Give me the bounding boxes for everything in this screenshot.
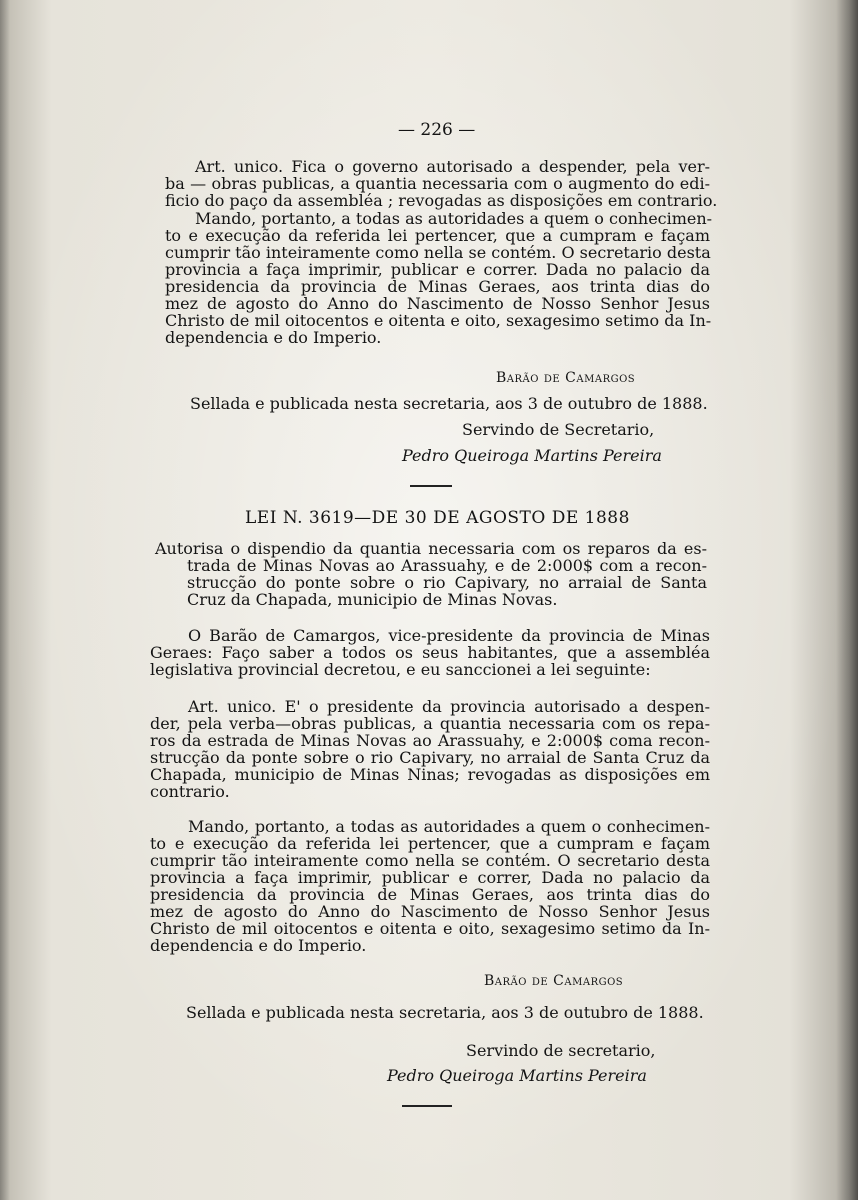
- law2-intro-line: legislativa provincial decretou, e eu sanccionei a lei seguinte:: [150, 660, 651, 679]
- law1-servindo: Servindo de Secretario,: [462, 420, 655, 439]
- law2-article-line: Chapada, municipio de Minas Ninas; revogadas as disposições em: [150, 765, 710, 784]
- law1-mando-paragraph: [165, 209, 713, 347]
- law1-mando-line: mez de agosto do Anno do Nascimento de Nosso Senhor Jesus: [165, 294, 710, 313]
- law1-mando-line: Mando, portanto, a todas as autoridades a quem o conhecimen-: [195, 209, 713, 228]
- law2-intro-line: Geraes: Faço saber a todos os seus habitantes, que a assembléa: [150, 643, 710, 662]
- law2-mando-line: Mando, portanto, a todas as autoridades a quem o conhecimen-: [188, 817, 710, 836]
- law1-article-line: ficio do paço da assembléa ; revogadas as disposições em contrario.: [165, 191, 718, 210]
- law2-mando-line: Christo de mil oitocentos e oitenta e oito, sexagesimo setimo da In-: [150, 919, 710, 938]
- law2-article-line: contrario.: [150, 782, 230, 801]
- law1-article: [165, 157, 718, 210]
- law1-mando-line: presidencia da provincia de Minas Geraes, aos trinta dias do: [165, 277, 710, 296]
- law2-mando-line: dependencia e do Imperio.: [150, 936, 367, 955]
- law2-summary: [155, 540, 707, 608]
- law1-mando-line: to e execução da referida lei pertencer, que a cumpram e façam: [165, 226, 710, 245]
- law2-mando-paragraph: [150, 818, 710, 954]
- law2-mando-line: mez de agosto do Anno do Nascimento de Nosso Senhor Jesus: [150, 902, 710, 921]
- law2-article: [150, 698, 710, 800]
- law1-signatory-name: Pedro Queiroga Martins Pereira: [402, 446, 662, 465]
- law2-summary-line: Autorisa o dispendio da quantia necessaria com os reparos da es-: [155, 539, 707, 558]
- law2-sellada: Sellada e publicada nesta secretaria, aos 3 de outubro de 1888.: [186, 1003, 704, 1022]
- law1-article-line: ba — obras publicas, a quantia necessaria com o augmento do edi-: [165, 174, 710, 193]
- law2-summary-line: trada de Minas Novas ao Arassuahy, e de 2:000$ com a recon-: [187, 556, 707, 575]
- law1-mando-line: dependencia e do Imperio.: [165, 328, 382, 347]
- law2-article-line: der, pela verba—obras publicas, a quantia necessaria com os repa-: [150, 714, 710, 733]
- law2-mando-line: presidencia da provincia de Minas Geraes, aos trinta dias do: [150, 885, 710, 904]
- law1-mando-line: Christo de mil oitocentos e oitenta e oito, sexagesimo setimo da In-: [165, 311, 712, 330]
- law2-article-line: strucção da ponte sobre o rio Capivary, no arraial de Santa Cruz da: [150, 748, 710, 767]
- law2-servindo: Servindo de secretario,: [466, 1041, 656, 1060]
- law2-article-line: ros da estrada de Minas Novas ao Arassuahy, e 2:000$ coma recon-: [150, 731, 710, 750]
- law2-article-line: Art. unico. E' o presidente da provincia autorisado a despen-: [188, 697, 710, 716]
- law1-mando-line: provincia a faça imprimir, publicar e correr. Dada no palacio da: [165, 260, 710, 279]
- law1-signature: Barão de Camargos: [496, 370, 636, 386]
- law2-summary-line: Cruz da Chapada, municipio de Minas Novas.: [187, 590, 558, 609]
- law2-mando-line: to e execução da referida lei pertencer, que a cumpram e façam: [150, 834, 710, 853]
- section-divider: [410, 485, 452, 487]
- law2-summary-line: strucção do ponte sobre o rio Capivary, no arraial de Santa: [187, 573, 707, 592]
- law2-mando-line: provincia a faça imprimir, publicar e correr, Dada no palacio da: [150, 868, 710, 887]
- law2-intro: [150, 627, 710, 678]
- page-shadow-left: [0, 0, 10, 1200]
- law2-signature: Barão de Camargos: [484, 973, 624, 989]
- bottom-divider: [402, 1105, 452, 1107]
- page-number: — 226 —: [398, 120, 476, 140]
- law2-title: LEI N. 3619—DE 30 DE AGOSTO DE 1888: [245, 508, 630, 528]
- law1-mando-line: cumprir tão inteiramente como nella se contém. O secretario desta: [165, 243, 711, 262]
- page-shadow-right: [836, 0, 858, 1200]
- law2-mando-line: cumprir tão inteiramente como nella se contém. O secretario desta: [150, 851, 710, 870]
- law2-signatory-name: Pedro Queiroga Martins Pereira: [387, 1066, 647, 1085]
- law1-sellada: Sellada e publicada nesta secretaria, aos 3 de outubro de 1888.: [190, 394, 708, 413]
- law2-intro-line: O Barão de Camargos, vice-presidente da provincia de Minas: [188, 626, 710, 645]
- law1-article-line: Art. unico. Fica o governo autorisado a despender, pela ver-: [195, 157, 710, 176]
